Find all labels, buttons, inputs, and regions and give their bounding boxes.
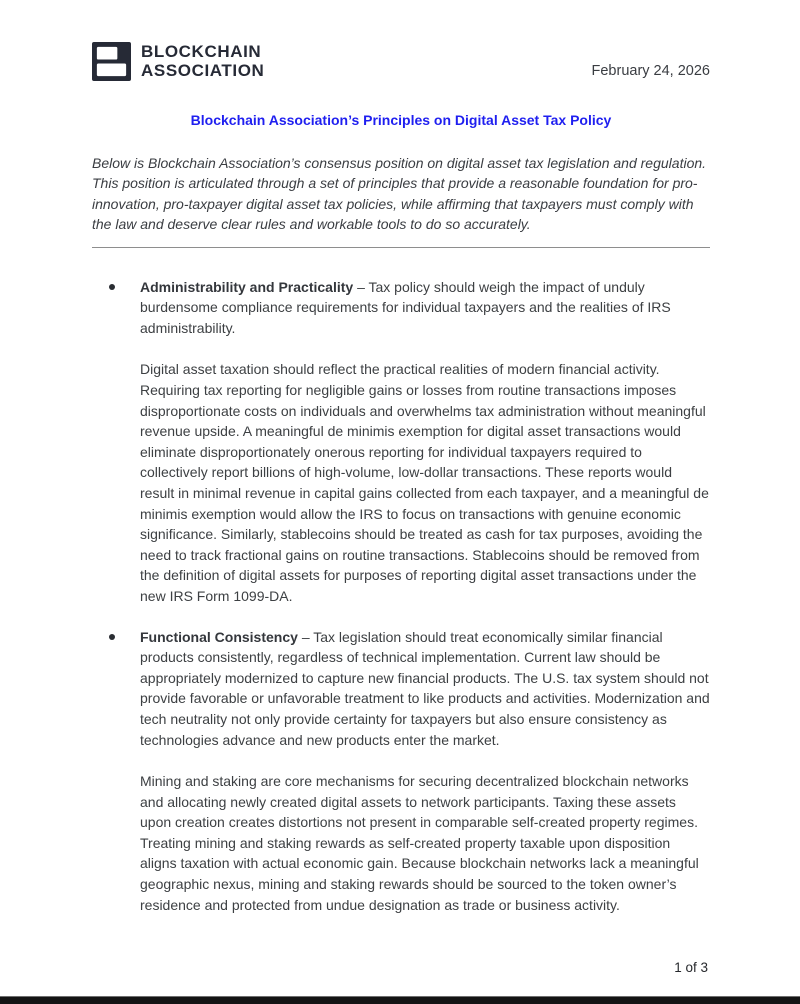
- intro-paragraph: Below is Blockchain Association’s consensus position on digital asset tax legislation and regulation. This position is articulated through a set of principles that provide a reasonable foundation for pro-innovation, pro-taxpayer digital asset tax policies, while affirming that taxpayers must comply with the law and deserve clear rules and workable tools to do so accurately.: [92, 155, 707, 233]
- logo-wordmark-line2: ASSOCIATION: [141, 60, 265, 80]
- principle-lead: – Tax policy should weigh the impact of unduly burdensome compliance requirements for individual taxpayers and the realities of IRS administrability.: [140, 278, 671, 336]
- bullet-icon: [109, 634, 115, 640]
- principle-body: Mining and staking are core mechanisms for securing decentralized blockchain networks and allocating newly created digital assets to network participants. Taxing these assets upon creation creates distortions not present in comparable self-created property regimes. Treating mining and staking rewards as self-created property taxable upon disposition aligns taxation with actual economic gain. Because blockchain networks lack a meaningful geographic nexus, mining and staking rewards should be sourced to the token owner’s residence and protected from undue designation as trade or business activity.: [140, 773, 699, 913]
- principle-lead-block: [140, 627, 710, 751]
- logo-wordmark: [141, 43, 264, 80]
- principle-lead: – Tax legislation should treat economically similar financial products consistently, regardless of technical implementation. Current law should be appropriately modernized to capture new financial products. The U.S. tax system should not provide favorable or unfavorable treatment to like products and activities. Modernization and tech neutrality not only provide certainty for taxpayers but also ensure consistency as technologies advance and new products enter the market.: [140, 628, 710, 748]
- blockchain-association-logo-icon: [92, 42, 131, 81]
- logo-wordmark-line1: BLOCKCHAIN: [141, 42, 262, 61]
- page-boundary-bar: [0, 996, 800, 1004]
- page-number: 1 of 3: [674, 960, 708, 975]
- document-date: February 24, 2026: [591, 63, 710, 79]
- document-title: Blockchain Association’s Principles on Digital Asset Tax Policy: [190, 112, 612, 128]
- bullet-icon: [109, 284, 115, 290]
- blockchain-association-logo: [92, 42, 264, 81]
- principles-list: [92, 277, 710, 916]
- principle-heading: Administrability and Practicality: [140, 278, 354, 295]
- principle-heading: Functional Consistency: [140, 628, 298, 645]
- principle-item-administrability: [92, 277, 710, 607]
- document-header: [92, 42, 710, 81]
- section-divider: [92, 247, 710, 248]
- principle-item-functional-consistency: [92, 627, 710, 916]
- principle-lead-block: [140, 277, 710, 339]
- principle-body: Digital asset taxation should reflect the practical realities of modern financial activity. Requiring tax reporting for negligible gains or losses from routine transactions imposes disproportionate costs on individuals and overwhelms tax administration without meaningful revenue upside. A meaningful de minimis exemption for digital asset transactions would eliminate disproportionately onerous reporting for individual taxpayers required to collectively report billions of high-volume, low-dollar transactions. These reports would result in minimal revenue in capital gains collected from each taxpayer, and a meaningful de minimis exemption would allow the IRS to focus on transactions with genuine economic significance. Similarly, stablecoins should be treated as cash for tax purposes, avoiding the need to track fractional gains on routine transactions. Stablecoins should be removed from the definition of digital assets for purposes of reporting digital asset transactions under the new IRS Form 1099-DA.: [140, 361, 709, 604]
